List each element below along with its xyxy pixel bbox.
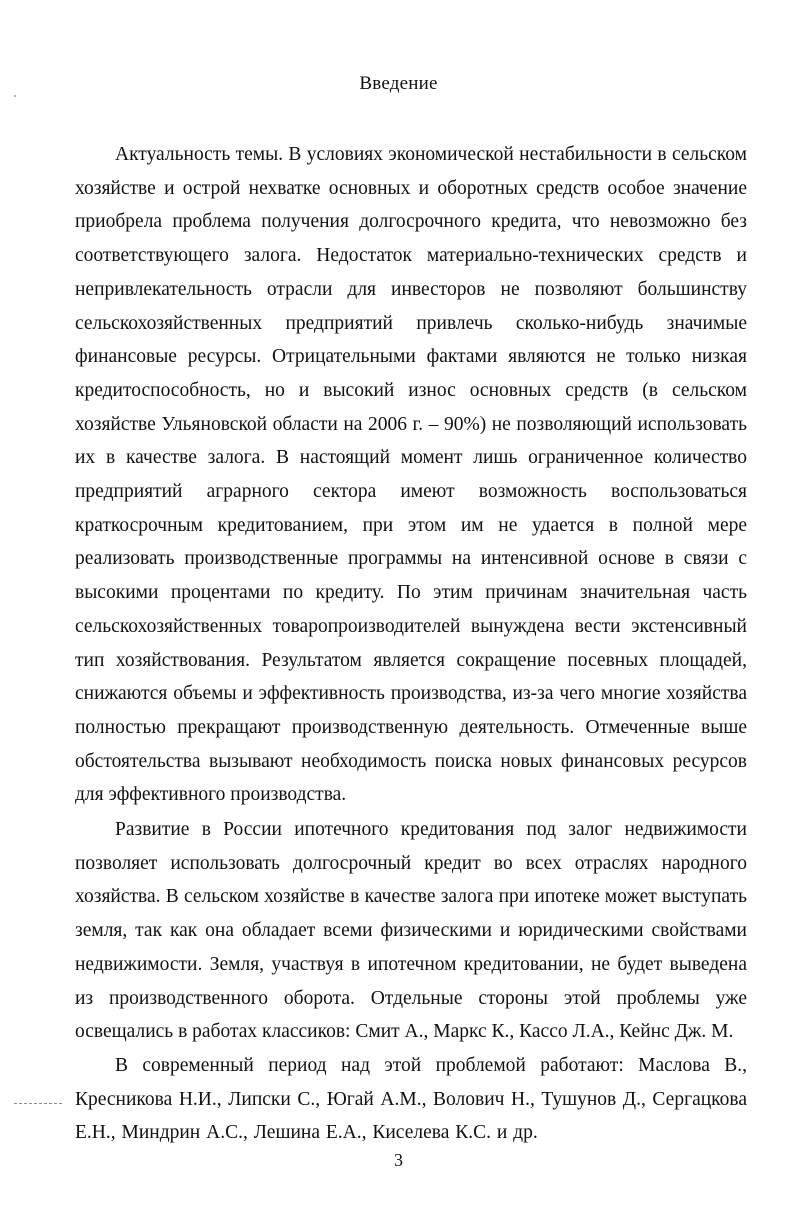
scan-artifact-dash [14, 1103, 62, 1104]
paragraph-researchers [75, 1049, 747, 1150]
page-number: 3 [394, 1150, 403, 1170]
paragraph-text: В современный период над этой проблемой работают: Маслова В., Кресникова Н.И., Липски С., Югай А.М., Волович Н., Тушунов Д., Сергацкова Е.Н., Миндрин А.С., Лешина Е.А., Киселева К.С. и др. [75, 1055, 747, 1144]
paragraph-text: Актуальность темы. В условиях экономической нестабильности в сельском хозяйстве и острой нехватке основных и оборотных средств особое значение приобрела проблема получения долгосрочного кредита, что невозможно без соответствующего залога. Недостаток материально-технических средств и непривлекательность отрасли для инвесторов не позволяют большинству сельскохозяйственных предприятий привлечь сколько-нибудь значимые финансовые ресурсы. Отрицательными фактами являются не только низкая кредитоспособность, но и высокий износ основных средств (в сельском хозяйстве Ульяновской области на 2006 г. – 90%) не позволяющий использовать их в качестве залога. В настоящий момент лишь ограниченное количество предприятий аграрного сектора имеют возможность воспользоваться краткосрочным кредитованием, при этом им не удается в полной мере реализовать производственные программы на интенсивной основе в связи с высокими процентами по кредиту. По этим причинам значительная часть сельскохозяйственных товаропроизводителей вынуждена вести экстенсивный тип хозяйствования. Результатом является сокращение посевных площадей, снижаются объемы и эффективность производства, из-за чего многие хозяйства полностью прекращают производственную деятельность. Отмеченные выше обстоятельства вызывают необходимость поиска новых финансовых ресурсов для эффективного производства. [75, 144, 747, 806]
paragraph-relevance [75, 138, 747, 812]
paragraph-text: Развитие в России ипотечного кредитования под залог недвижимости позволяет использовать долгосрочный кредит во всех отраслях народного хозяйства. В сельском хозяйстве в качестве залога при ипотеке может выступать земля, так как она обладает всеми физическими и юридическими свойствами недвижимости. Земля, участвуя в ипотечном кредитовании, не будет выведена из производственного оборота. Отдельные стороны этой проблемы уже освещались в работах классиков: Смит А., Маркс К., Кассо Л.А., Кейнс Дж. М. [75, 819, 747, 1043]
paragraph-mortgage-development [75, 813, 747, 1049]
section-heading: Введение [359, 73, 438, 94]
scan-artifact-dot [14, 95, 16, 97]
